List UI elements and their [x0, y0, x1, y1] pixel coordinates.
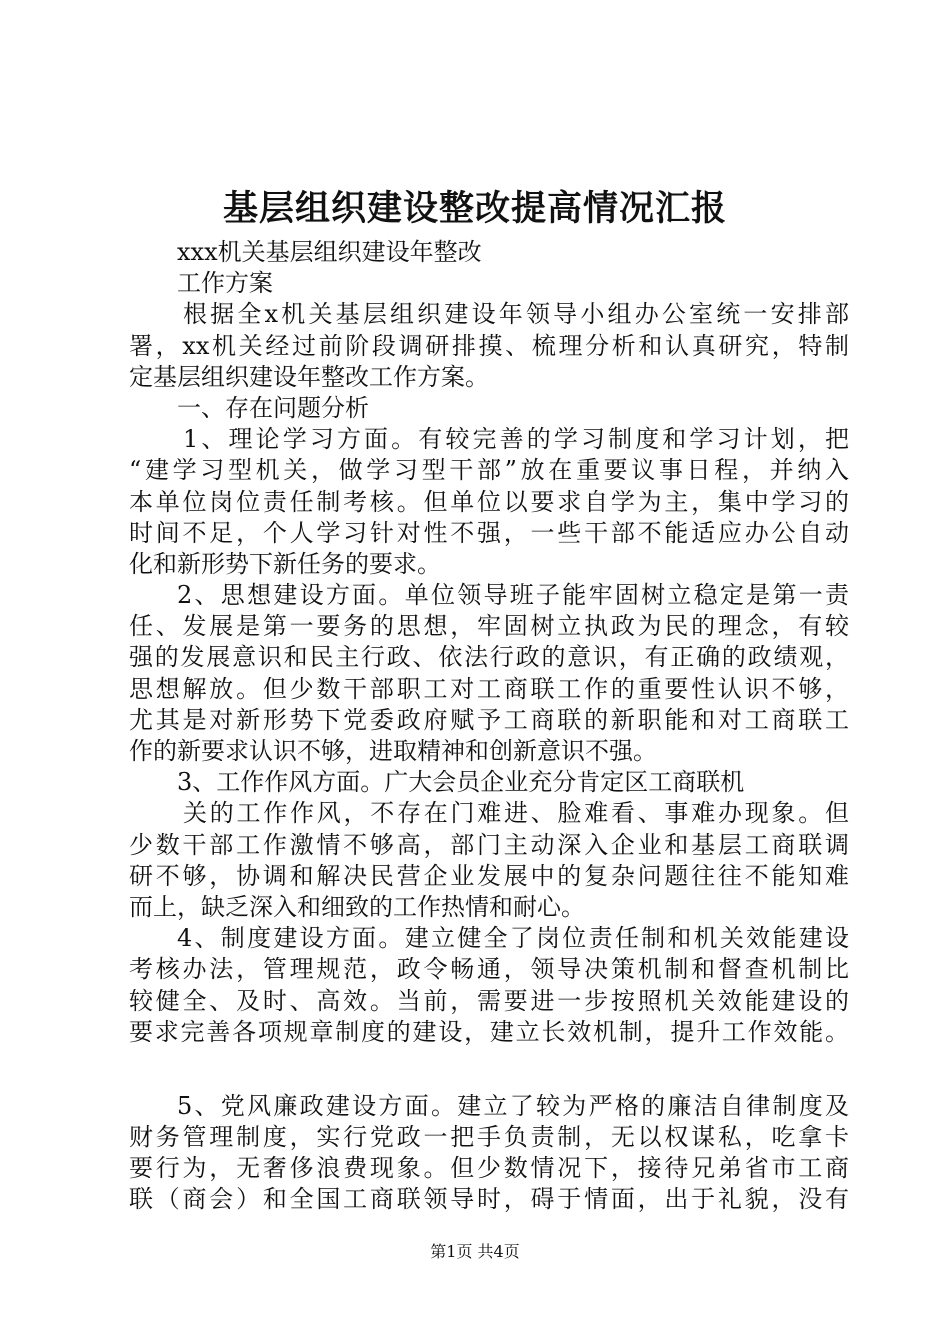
document-body: [129, 237, 849, 1216]
text-line: 要行为，无奢侈浪费现象。但少数情况下，接待兄弟省市工商: [129, 1154, 849, 1183]
text-line: 定基层组织建设年整改工作方案。: [129, 362, 489, 391]
document-title: 基层组织建设整改提高情况汇报: [222, 188, 727, 229]
paragraph-gap: [129, 1048, 849, 1091]
text-line: 工作方案: [177, 269, 273, 298]
text-line: 考核办法，管理规范，政令畅通，领导决策机制和督查机制比: [129, 955, 849, 984]
text-line: 少数干部工作激情不够高，部门主动深入企业和基层工商联调: [129, 830, 849, 859]
text-line: 要求完善各项规章制度的建设，建立长效机制，提升工作效能。: [129, 1017, 849, 1046]
text-line: 化和新形势下新任务的要求。: [129, 549, 441, 578]
text-line: 5、党风廉政建设方面。建立了较为严格的廉洁自律制度及: [177, 1091, 849, 1120]
text-line: 本单位岗位责任制考核。但单位以要求自学为主，集中学习的: [129, 487, 849, 516]
text-line: 时间不足，个人学习针对性不强，一些干部不能适应办公自动: [129, 518, 849, 547]
text-line: 作的新要求认识不够，进取精神和创新意识不强。: [129, 737, 657, 765]
text-line: 较健全、及时、高效。当前，需要进一步按照机关效能建设的: [129, 986, 849, 1015]
text-line: 强的发展意识和民主行政、依法行政的意识，有正确的政绩观，: [129, 643, 849, 672]
text-line: 关的工作作风，不存在门难进、脸难看、事难办现象。但: [183, 799, 849, 828]
text-line: 而上，缺乏深入和细致的工作热情和耐心。: [129, 892, 585, 921]
text-line: “建学习型机关，做学习型干部”放在重要议事日程，并纳入: [129, 456, 849, 485]
text-line: 署，xx机关经过前阶段调研排摸、梳理分析和认真研究，特制: [129, 331, 849, 360]
text-line: 3、工作作风方面。广大会员企业充分肯定区工商联机: [177, 768, 745, 797]
text-line: 财务管理制度，实行党政一把手负责制，无以权谋私，吃拿卡: [129, 1123, 849, 1152]
text-line: 2、思想建设方面。单位领导班子能牢固树立稳定是第一责: [177, 581, 849, 610]
text-line: 研不够，协调和解决民营企业发展中的复杂问题往往不能知难: [129, 861, 849, 890]
text-line: 4、制度建设方面。建立健全了岗位责任制和机关效能建设: [177, 924, 849, 953]
text-line: 思想解放。但少数干部职工对工商联工作的重要性认识不够，: [129, 674, 849, 703]
text-line: xxx机关基层组织建设年整改: [177, 238, 482, 266]
text-line: 根据全x机关基层组织建设年领导小组办公室统一安排部: [183, 300, 849, 329]
text-line: 一、存在问题分析: [177, 393, 369, 422]
page-number: 第1页 共4页: [430, 1242, 520, 1261]
text-line: 1、理论学习方面。有较完善的学习制度和学习计划，把: [183, 425, 849, 454]
text-line: 任、发展是第一要务的思想，牢固树立执政为民的理念，有较: [129, 612, 849, 641]
text-line: 尤其是对新形势下党委政府赋予工商联的新职能和对工商联工: [129, 705, 849, 734]
text-line: 联（商会）和全国工商联领导时，碍于情面，出于礼貌，没有: [129, 1185, 849, 1214]
